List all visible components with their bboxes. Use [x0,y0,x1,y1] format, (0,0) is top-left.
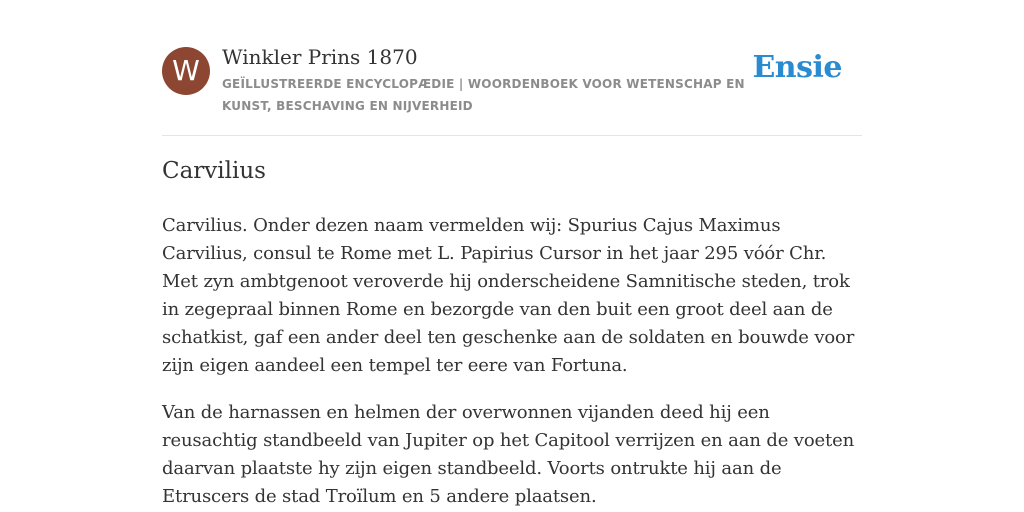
entry-paragraph: Van de harnassen en helmen der overwonnen vijanden deed hij een reusachtig standbeeld van Jupiter op het Capitool verrijzen en aan de voeten daarvan plaatste hy zijn eigen standbeeld. Voorts ontrukte hij aan de Etruscers de stad Troïlum en 5 andere plaatsen. [162,402,855,507]
source-subtitle: GEÏLLUSTREERDE ENCYCLOPÆDIE | WOORDENBOEK VOOR WETENSCHAP EN KUNST, BESCHAVING EN NIJVERHEID [222,77,745,113]
entry-body [162,212,867,512]
source-title[interactable]: Winkler Prins 1870 [222,45,418,69]
entry-paragraph: Carvilius. Onder dezen naam vermelden wij: Spurius Cajus Maximus Carvilius, consul te Rome met L. Papirius Cursor in het jaar 295 vóór Chr. Met zyn ambtgenoot veroverde hij onderscheidene Samnitische steden, trok in zegepraal binnen Rome en bezorgde van den buit een groot deel aan de schatkist, gaf een ander deel ten geschenke aan de soldaten en bouwde voor zijn eigen aandeel een tempel ter eere van Fortuna. [162,215,855,376]
source-avatar[interactable]: W [162,47,210,95]
ensie-logo[interactable]: Ensie [752,50,842,85]
source-header [162,0,862,136]
page-container [162,0,862,507]
entry-title: Carvilius [162,158,266,184]
